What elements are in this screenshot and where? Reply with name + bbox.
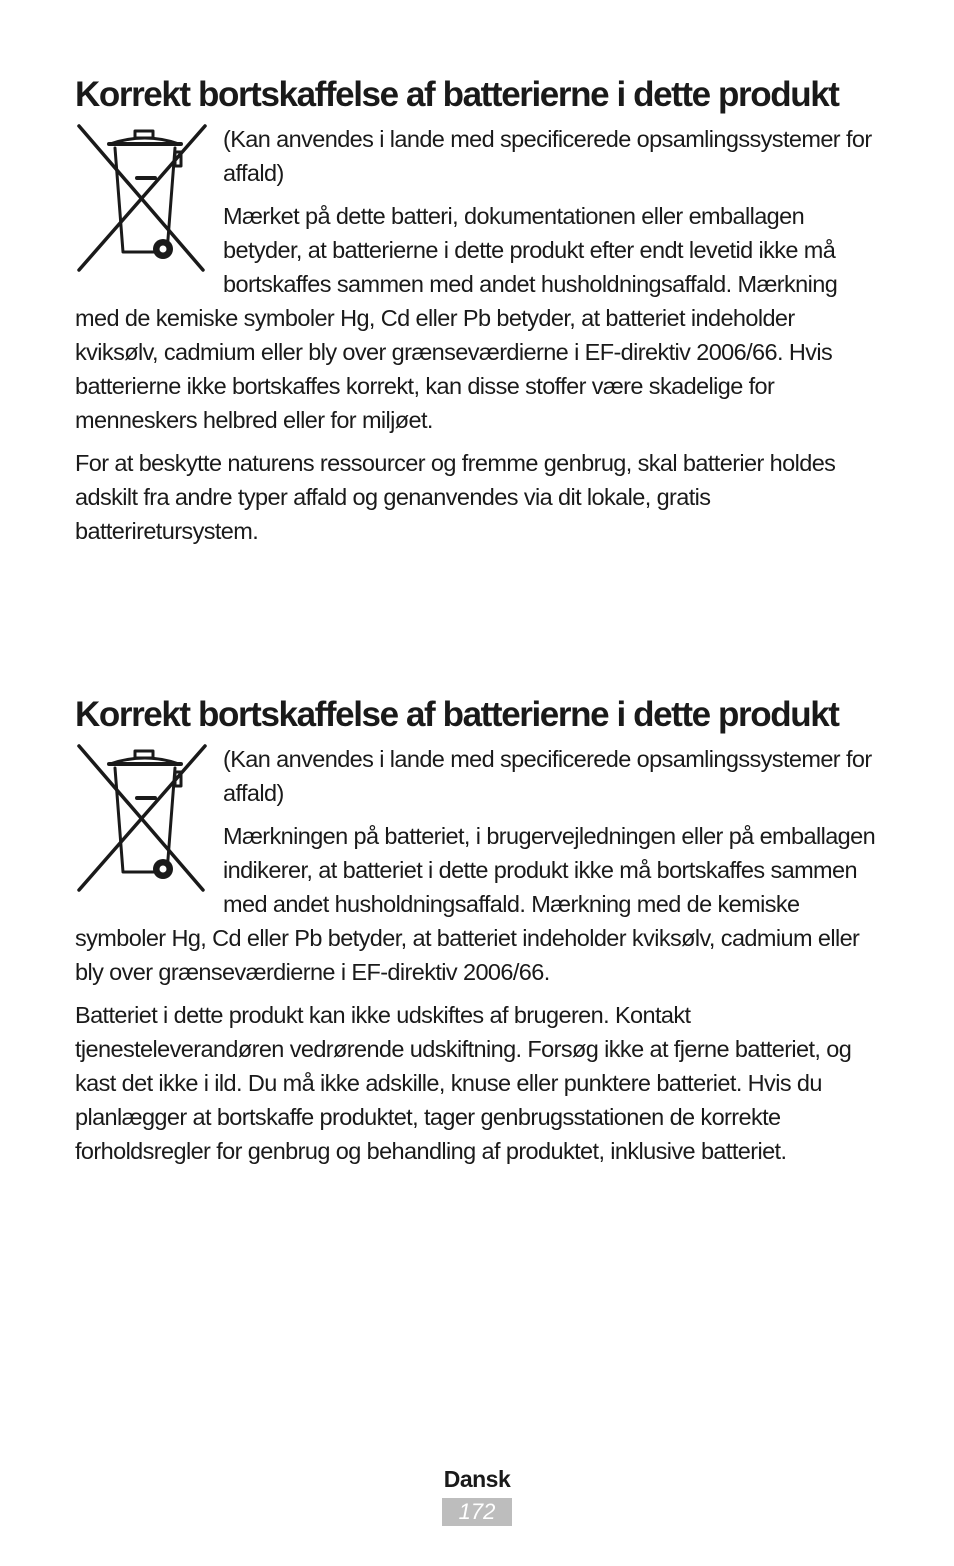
applicability-note: (Kan anvendes i lande med specificerede opsamlingssystemer for affald) (223, 746, 872, 806)
body-paragraph: For at beskytte naturens ressourcer og fremme genbrug, skal batterier holdes adskilt fra andre typer affald og genanvendes via dit lokale, gratis batteriretursystem. (75, 450, 836, 544)
section-body (75, 122, 880, 548)
section-title: Korrekt bortskaffelse af batterierne i dette produkt (75, 695, 839, 734)
section-battery-disposal-1 (75, 73, 880, 548)
body-paragraph: Mærkningen på batteriet, i brugervejledningen eller på emballagen indikerer, at batteriet i dette produkt ikke må bortskaffes sammen med andet husholdningsaffald. Mærkning med de kemiske symboler Hg, Cd eller Pb betyder, at batteriet indeholder kviksølv, cadmium eller bly over grænseværdierne i EF-direktiv 2006/66. (75, 823, 876, 985)
body-paragraph: Mærket på dette batteri, dokumentationen eller emballagen betyder, at batterierne i dette produkt efter endt levetid ikke må bortskaffes sammen med andet husholdningsaffald. Mærkning med de kemiske symboler Hg, Cd eller Pb betyder, at batteriet indeholder kviksølv, cadmium eller bly over grænseværdierne i EF-direktiv 2006/66. Hvis batterierne ikke bortskaffes korrekt, kan disse stoffer være skadelige for menneskers helbred eller for miljøet. (75, 203, 838, 433)
applicability-note: (Kan anvendes i lande med specificerede opsamlingssystemer for affald) (223, 126, 872, 186)
page-number: 172 (442, 1498, 512, 1526)
crossed-out-wheelie-bin-icon (75, 742, 209, 894)
crossed-out-wheelie-bin-icon (75, 122, 209, 274)
section-battery-disposal-2 (75, 693, 880, 1168)
language-label: Dansk (443, 1466, 511, 1492)
section-title: Korrekt bortskaffelse af batterierne i dette produkt (75, 75, 839, 114)
body-paragraph: Batteriet i dette produkt kan ikke udskiftes af brugeren. Kontakt tjenesteleverandøren vedrørende udskiftning. Forsøg ikke at fjerne batteriet, og kast det ikke i ild. Du må ikke adskille, knuse eller punktere batteriet. Hvis du planlægger at bortskaffe produktet, tager genbrugsstationen de korrekte forholdsregler for genbrug og behandling af produktet, inklusive batteriet. (75, 1002, 852, 1164)
page-footer (0, 1464, 954, 1526)
section-body (75, 742, 880, 1168)
